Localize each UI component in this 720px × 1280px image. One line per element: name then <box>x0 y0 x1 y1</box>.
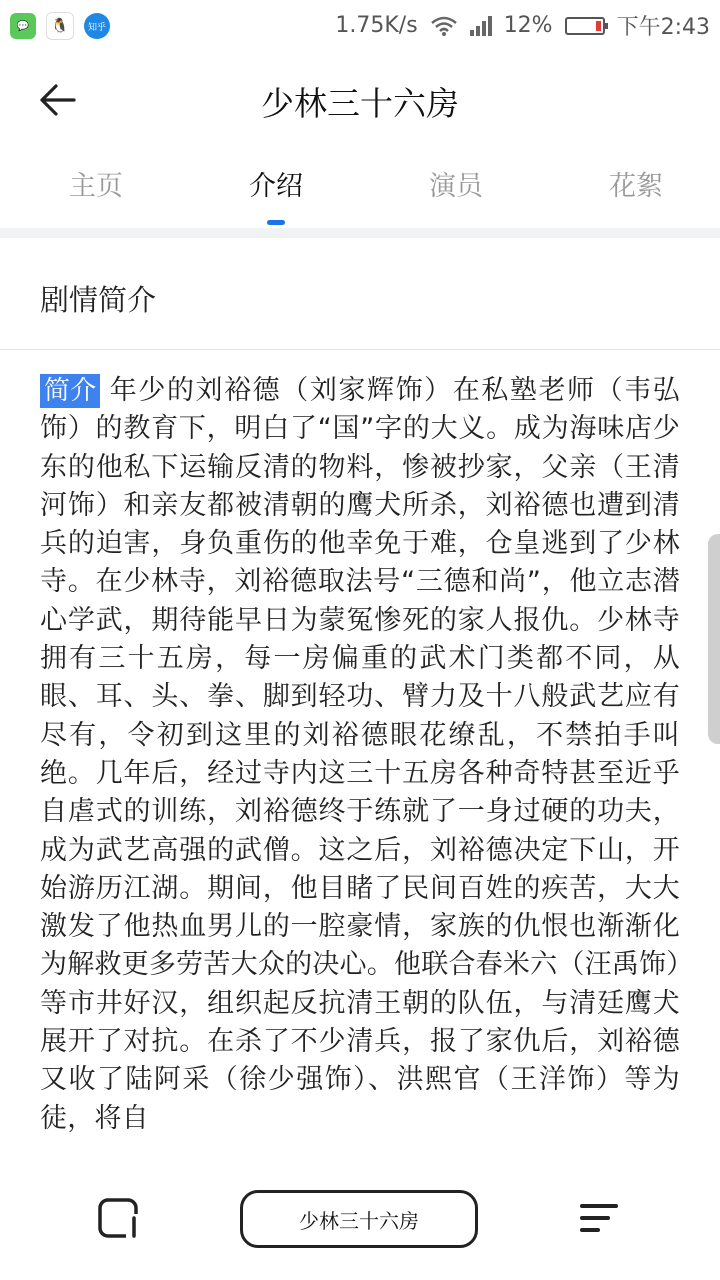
zhihu-icon: 知乎 <box>84 13 110 39</box>
battery-icon <box>565 17 605 35</box>
tab-bar <box>0 148 720 228</box>
current-page-button[interactable]: 少林三十六房 <box>240 1190 478 1248</box>
tab-home[interactable]: 主页 <box>69 171 123 202</box>
window-icon[interactable] <box>96 1196 140 1240</box>
active-tab-indicator <box>267 220 285 225</box>
menu-icon[interactable] <box>580 1200 620 1236</box>
signal-icon <box>470 16 492 36</box>
status-bar <box>0 0 720 52</box>
app-header <box>0 52 720 148</box>
clock: 下午2:43 <box>616 15 710 40</box>
battery-percent: 12% <box>503 13 553 38</box>
message-icon: 💬 <box>10 13 36 39</box>
notification-icons <box>10 12 110 40</box>
net-speed: 1.75K/s <box>335 13 418 38</box>
bottom-bar <box>0 1160 720 1280</box>
edge-scroll-handle[interactable] <box>708 534 720 744</box>
synopsis-tag: 简介 <box>40 374 100 408</box>
section-title: 剧情简介 <box>40 283 157 317</box>
synopsis-text <box>40 372 680 1160</box>
qq-icon: 🐧 <box>46 12 74 40</box>
status-right <box>335 10 710 41</box>
tab-cast[interactable]: 演员 <box>429 171 483 202</box>
divider <box>0 349 720 350</box>
tab-intro[interactable]: 介绍 <box>249 171 303 202</box>
synopsis-body: 年少的刘裕德（刘家辉饰）在私塾老师（韦弘饰）的教育下，明白了“国”字的大义。成为海味店少东的他私下运输反清的物料，惨被抄家，父亲（王清河饰）和亲友都被清朝的鹰犬所杀，刘裕德也遭到清兵的迫害，身负重伤的他幸免于难，仓皇逃到了少林寺。在少林寺，刘裕德取法号“三德和尚”，他立志潜心学武，期待能早日为蒙冤惨死的家人报仇。少林寺拥有三十五房，每一房偏重的武术门类都不同，从眼、耳、头、拳、脚到轻功、臂力及十八般武艺应有尽有，令初到这里的刘裕德眼花缭乱，不禁拍手叫绝。几年后，经过寺内这三十五房各种奇特甚至近乎自虐式的训练，刘裕德终于练就了一身过硬的功夫，成为武艺高强的武僧。这之后，刘裕德决定下山，开始游历江湖。期间，他目睹了民间百姓的疾苦，大大激发了他热血男儿的一腔豪情，家族的仇恨也渐渐化为解救更多劳苦大众的决心。他联合春米六（汪禹饰）等市井好汉，组织起反抗清王朝的队伍，与清廷鹰犬展开了对抗。在杀了不少清兵，报了家仇后，刘裕德又收了陆阿采（徐少强饰）、洪熙官（王洋饰）等为徒，将自 <box>40 375 680 1134</box>
section-separator <box>0 228 720 238</box>
wifi-icon <box>430 15 458 37</box>
page-title: 少林三十六房 <box>261 84 459 123</box>
tab-behind-scenes[interactable]: 花絮 <box>609 171 663 202</box>
